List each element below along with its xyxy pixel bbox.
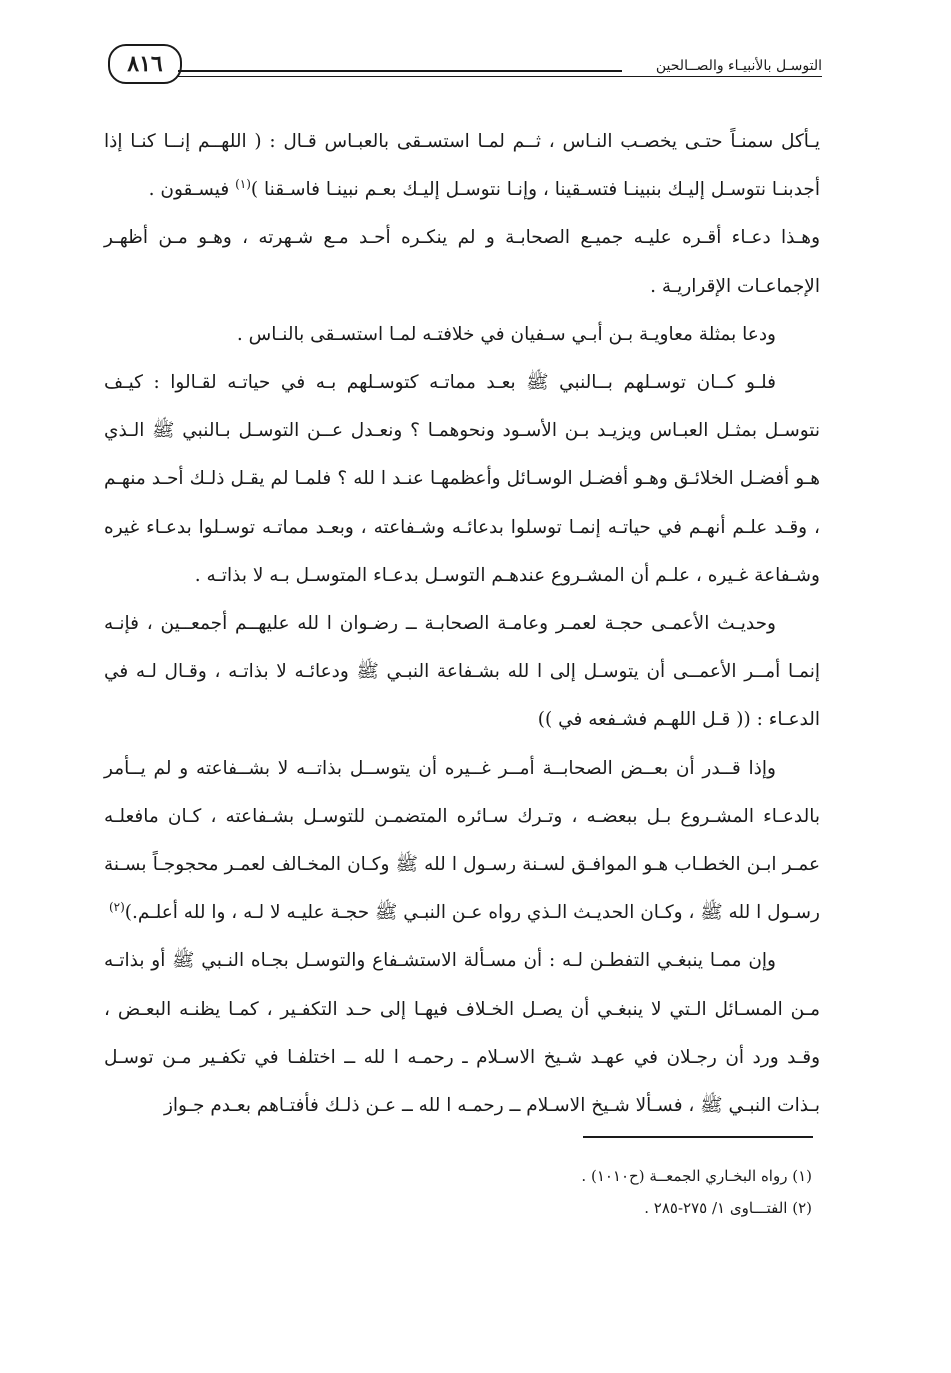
paragraph-text: وحديـث الأعمـى حجـة لعمـر وعامـة الصحابـة ــ رضـوان ا لله عليهــم أجمعــين ، فإنـه إنمـا أمــر الأعمــى أن يتوسـل إلى ا لله بشـفاعة النبـي ﷺ ودعائـه لا بذاتـه ، وقـال لـه في الدعـاء : (( قـل اللهـم فشـفعه في )) — [104, 613, 820, 731]
running-title: التوسـل بالأنبيـاء والصــالحين — [655, 58, 822, 74]
header-rule-thick — [178, 70, 622, 72]
paragraph — [104, 359, 820, 600]
page-number: ٨١٦ — [108, 44, 182, 84]
paragraph — [104, 600, 820, 745]
footnote-2: (٢) الفتـــاوى ١/ ٢٧٥-٢٨٥ . — [644, 1199, 812, 1217]
footnote-1: (١) رواه البخـاري الجمعــة (ح١٠١٠) . — [581, 1167, 812, 1185]
paragraph-text: يـأكل سمنـاً حتـى يخصـب النـاس ، ثــم لمـا استسـقى بالعبـاس قـال : ( اللهــم إنــا كنـا إذا أجدبنـا نتوسـل إليـك بنبينـا فتسـقينا ، وإنـا نتوسـل إليـك بعـم نبينـا فاسـقنا ) — [104, 131, 820, 201]
paragraph — [104, 311, 820, 359]
paragraph — [104, 214, 820, 310]
page-header — [100, 44, 822, 96]
paragraph-text: وإذا قــدر أن بعــض الصحابــة أمــر غــيره أن يتوســل بذاتــه لا بشــفاعته و لم يــأمر بالدعـاء المشـروع بـل ببعضـه ، وتـرك سـائره المتضمـن للتوسـل بشـفاعته ، كـان مافعلـه عمـر ابـن الخطـاب هـو الموافـق لسـنة رسـول ا لله ﷺ وكـان المخـالف لعمـر محجوجـاً بسـنة رسـول ا لله ﷺ ، وكـان الحديـث الـذي رواه عـن النبـي ﷺ حجـة عليـه لا لـه ، وا لله أعلـم.) — [104, 757, 820, 924]
footnotes — [400, 1160, 812, 1224]
footnote-ref-1: (١) — [235, 177, 251, 192]
paragraph-text: فلـو كــان توسـلهم بــالنبي ﷺ بعـد مماتـه كتوسـلهم بـه في حياتـه لقـالوا : كيـف نتوسـل بمثـل العبـاس ويزيـد بـن الأسـود ونحوهمـا ؟ ونعـدل عــن التوسـل بـالنبي ﷺ الـذي هـو أفضـل الخلائـق وهـو أفضـل الوسـائل وأعظمهـا عنـد ا لله ؟ فلمـا لم يقـل ذلـك أحـد منهـم ، وقـد علـم أنهـم في حياتـه إنمـا توسلوا بدعائـه وشـفاعته ، وبعـد مماتـه توسـلوا بدعـاء غيره وشـفاعة غـيره ، علـم أن المشـروع عندهـم التوسـل بدعـاء المتوسـل بـه لا بذاتـه . — [104, 372, 820, 586]
paragraph — [104, 118, 820, 214]
paragraph — [104, 745, 820, 938]
header-rule-thin — [178, 76, 822, 77]
paragraph-text: وهـذا دعـاء أقـره عليـه جميـع الصحابـة و لم ينكـره أحـد مـع شـهرته ، وهـو مـن أظهـر الإجماعـات الإقراريـة . — [104, 227, 820, 297]
footnote-ref-2: (٢) — [108, 900, 125, 915]
body-text — [104, 118, 820, 1130]
paragraph-text: وإن ممـا ينبغـي التفطـن لـه : أن مسـألة الاستشـفاع والتوسـل بجـاه النـبي ﷺ أو بذاتـه مـن المسـائل الـتي لا ينبغـي أن يصـل الخـلاف فيهـا إلى حـد التكفـير ، كمـا يظنـه البعـض ، وقـد ورد أن رجـلان في عهـد شـيخ الاسـلام ـ رحمـه ا لله ــ اختلفـا في تكفـير مـن توسـل بـذات النبـي ﷺ ، فسـألا شـيخ الاسـلام ــ رحمـه ا لله ــ عـن ذلـك فأفتـاهم بعـدم جـواز — [104, 950, 820, 1117]
paragraph — [104, 937, 820, 1130]
footnote-separator — [583, 1136, 813, 1138]
paragraph-text-tail: فيسـقون . — [148, 179, 236, 201]
paragraph-text: ودعا بمثلة معاويـة بـن أبـي سـفيان في خلافتـه لمـا استسـقى بالنـاس . — [236, 323, 776, 345]
